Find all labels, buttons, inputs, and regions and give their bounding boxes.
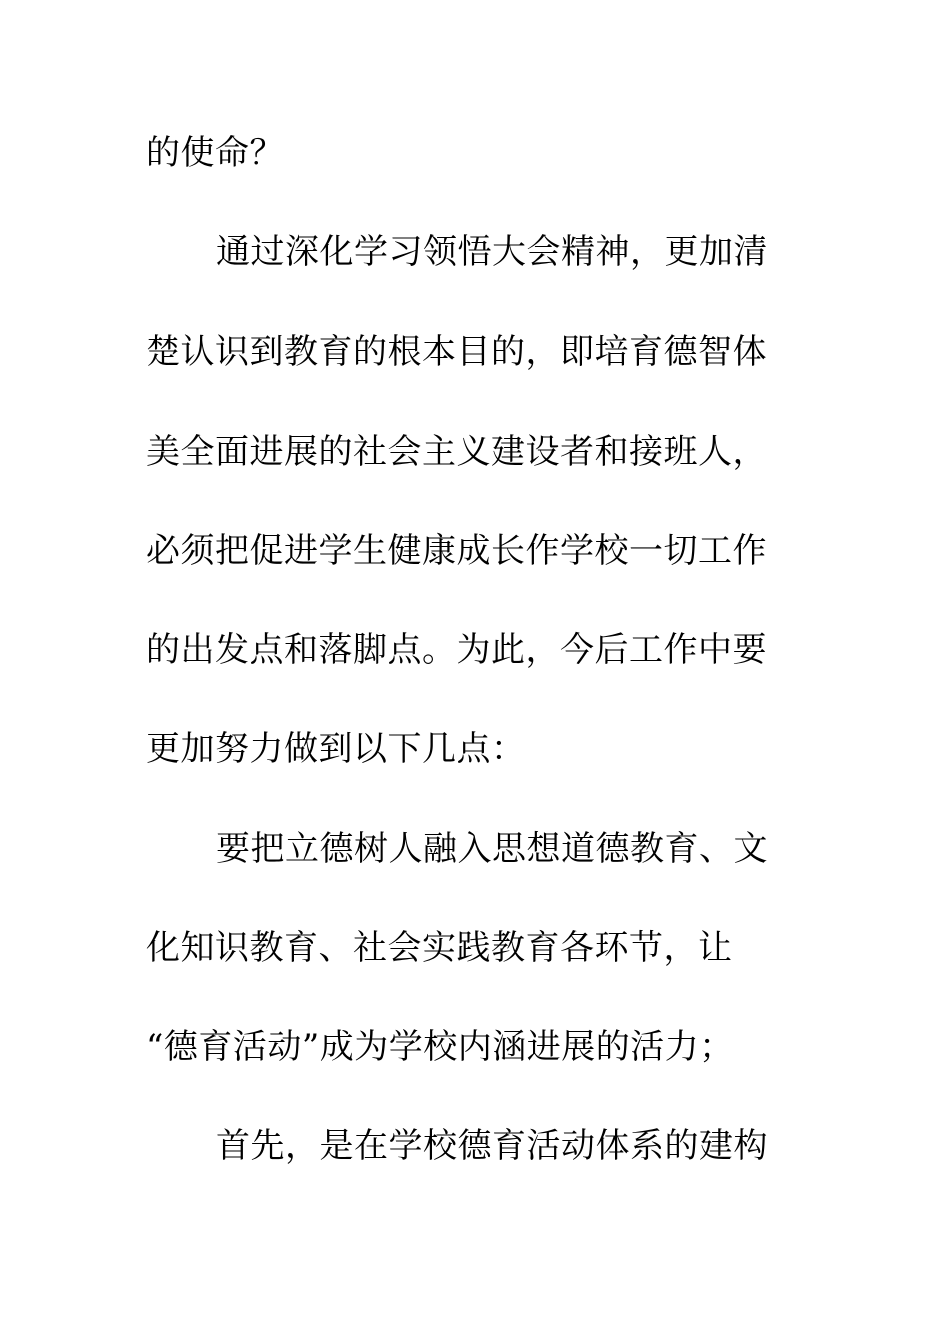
text-line-8: 要把立德树人融入思想道德教育、文 xyxy=(216,829,768,869)
text-line-6: 的出发点和落脚点。为此，今后工作中要 xyxy=(146,630,767,670)
text-line-7: 更加努力做到以下几点： xyxy=(146,729,526,769)
text-line-3: 楚认识到教育的根本目的，即培育德智体 xyxy=(146,332,767,372)
text-line-1: 的使命？ xyxy=(146,133,284,173)
text-line-9: 化知识教育、社会实践教育各环节，让 xyxy=(146,928,733,968)
text-line-5: 必须把促进学生健康成长作学校一切工作 xyxy=(146,531,767,571)
text-line-10: “德育活动”成为学校内涵进展的活力； xyxy=(146,1027,734,1067)
text-line-4: 美全面进展的社会主义建设者和接班人， xyxy=(146,432,767,472)
text-line-2: 通过深化学习领悟大会精神，更加清 xyxy=(216,232,768,272)
text-line-11: 首先，是在学校德育活动体系的建构 xyxy=(216,1126,768,1166)
